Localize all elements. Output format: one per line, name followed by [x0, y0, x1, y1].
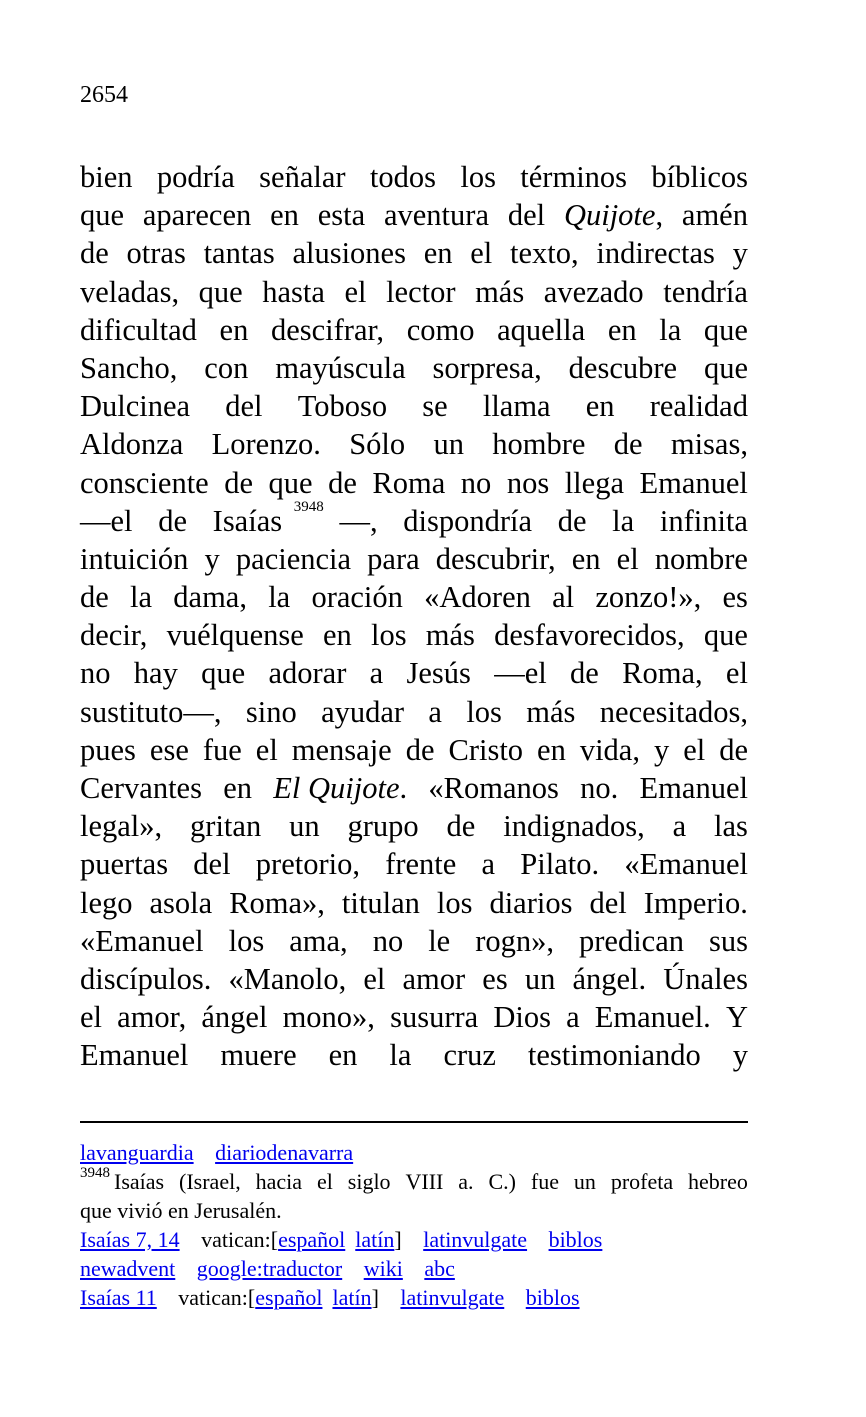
word: frente	[385, 847, 457, 882]
word: bíblicos	[651, 160, 748, 194]
word: y	[653, 732, 670, 767]
word: necesitados,	[599, 694, 748, 729]
word: oración	[311, 580, 403, 615]
word: diarios	[489, 885, 573, 920]
word: la	[268, 580, 291, 615]
word: paciencia	[235, 541, 352, 576]
word: «Emanuel	[624, 847, 748, 882]
word: Cervantes	[80, 771, 202, 805]
word: dama,	[173, 580, 247, 615]
link-vatican-espanol[interactable]: español	[278, 1227, 346, 1252]
word: Toboso	[297, 389, 388, 424]
footnote-word: un	[573, 1169, 596, 1194]
body-line	[80, 425, 748, 463]
word: zonzo!»,	[595, 580, 702, 615]
footnote-word: (Israel,	[179, 1169, 241, 1194]
body-line	[80, 884, 748, 922]
link-newadvent[interactable]: newadvent	[80, 1256, 176, 1281]
word: aparecen	[142, 198, 252, 233]
word: el	[344, 274, 367, 309]
word: descifrar,	[270, 312, 385, 347]
word: gritan	[190, 809, 262, 844]
word: los	[466, 694, 502, 729]
word: amén	[681, 198, 748, 233]
word: Emanuel	[639, 465, 748, 500]
word: esta	[317, 198, 366, 233]
word: le	[428, 923, 451, 958]
word: titulan	[341, 885, 420, 920]
word: que	[80, 198, 125, 233]
word: como	[406, 312, 475, 347]
word: que	[198, 274, 243, 309]
word: dispondría	[403, 503, 533, 538]
vatican-label: vatican:[	[201, 1227, 279, 1252]
word: nombre	[654, 541, 748, 576]
word: un	[289, 809, 320, 844]
word: los	[460, 160, 496, 194]
word: Y	[725, 1000, 748, 1035]
word: pues	[80, 732, 136, 767]
body-line	[80, 273, 748, 311]
word: llama	[482, 389, 551, 424]
footnote-text-line	[80, 1167, 748, 1196]
word: Sólo	[349, 427, 406, 462]
word: que	[703, 618, 748, 653]
word: ama,	[289, 923, 348, 958]
word: de	[719, 732, 748, 767]
word: tendría	[663, 274, 748, 309]
word: susurra	[390, 1000, 479, 1035]
body-line	[80, 922, 748, 960]
word: a	[481, 847, 496, 882]
word: mono»,	[282, 1000, 375, 1035]
word: legal»,	[80, 809, 163, 844]
word: a	[369, 656, 384, 691]
word: indirectas	[596, 236, 715, 271]
word: «Romanos	[428, 771, 559, 805]
word: «Emanuel	[80, 923, 204, 958]
word: de	[405, 732, 435, 767]
link-abc[interactable]: abc	[424, 1256, 455, 1281]
word: cruz	[443, 1038, 496, 1073]
word: a	[428, 694, 442, 729]
word: el	[616, 541, 639, 576]
word: de	[80, 580, 109, 615]
word: la	[659, 312, 682, 347]
word: sus	[709, 923, 748, 958]
word: Dulcinea	[80, 389, 191, 424]
word: a	[566, 1000, 580, 1035]
body-line	[80, 311, 748, 349]
link-latinvulgate[interactable]: latinvulgate	[400, 1285, 505, 1310]
body-line	[80, 1036, 748, 1074]
word: sorpresa,	[432, 350, 542, 385]
word: otras	[126, 236, 186, 271]
word: el	[363, 961, 386, 996]
footnote-word: el	[316, 1169, 333, 1194]
body-line	[80, 769, 748, 807]
footnote-word: C.)	[488, 1169, 516, 1194]
word: que	[268, 465, 313, 500]
link-latinvulgate[interactable]: latinvulgate	[423, 1227, 528, 1252]
body-line	[80, 693, 748, 731]
body-line	[80, 158, 748, 196]
footnote-word: hacia	[255, 1169, 303, 1194]
footnote-word: fue	[530, 1169, 559, 1194]
word: a	[672, 809, 687, 844]
body-line	[80, 960, 748, 998]
footnote-word: Isaías	[114, 1169, 165, 1194]
word: sustituto—,	[80, 694, 222, 729]
word: infinita	[659, 503, 748, 538]
word: puertas	[80, 847, 169, 882]
word: texto,	[509, 236, 579, 271]
word: términos	[520, 160, 628, 194]
word: ángel	[201, 1000, 268, 1035]
body-text	[80, 158, 748, 1075]
word: amor,	[117, 1000, 187, 1035]
vatican-close: ]	[394, 1227, 402, 1252]
link-isaias-11[interactable]: Isaías 11	[80, 1285, 157, 1310]
word: Isaías	[212, 503, 283, 538]
body-line	[80, 998, 748, 1036]
vatican-close: ]	[371, 1285, 379, 1310]
word: en	[423, 236, 453, 271]
word: el	[470, 236, 493, 271]
word: consciente	[80, 465, 209, 500]
link-diariodenavarra[interactable]: diariodenavarra	[215, 1140, 354, 1165]
word: en	[322, 618, 352, 653]
link-google-traductor[interactable]: google:traductor	[196, 1256, 343, 1281]
word: aventura	[383, 198, 489, 233]
word: vida,	[579, 732, 640, 767]
page-number: 2654	[80, 82, 128, 108]
word: Emanuel.	[594, 1000, 711, 1035]
word: podría	[156, 160, 235, 194]
footnote-word: hebreo	[688, 1169, 748, 1194]
word: Pilato.	[520, 847, 600, 882]
word: el	[683, 732, 706, 767]
word: dificultad	[80, 312, 197, 347]
word: más	[526, 694, 576, 729]
word: Imperio.	[643, 885, 748, 920]
word: de	[158, 503, 187, 538]
word: el	[255, 732, 278, 767]
word: bien	[80, 160, 133, 194]
footnotes	[80, 1138, 748, 1312]
body-line	[80, 196, 748, 234]
word: hay	[133, 656, 178, 691]
word: misas,	[670, 427, 748, 462]
link-lavanguardia[interactable]: lavanguardia	[80, 1140, 194, 1165]
word: de	[224, 465, 254, 500]
word: del	[193, 847, 231, 882]
word: adorar	[268, 656, 347, 691]
word: en	[223, 771, 253, 805]
word: el	[80, 1000, 103, 1035]
word: en	[219, 312, 249, 347]
word: vuélquense	[166, 618, 304, 653]
word: la	[612, 503, 635, 538]
word: El Quijote.	[273, 771, 408, 805]
word: descubre	[568, 350, 678, 385]
word: para	[367, 541, 420, 576]
word: de	[328, 465, 357, 500]
body-line	[80, 498, 748, 540]
word: Sancho,	[80, 350, 178, 385]
word: más	[425, 618, 475, 653]
footnote-reference: 3948	[293, 498, 324, 515]
footnote-word: siglo	[347, 1169, 391, 1194]
word: la	[389, 1038, 412, 1073]
body-line	[80, 731, 748, 769]
word: avezado	[543, 274, 644, 309]
word: llega	[564, 465, 624, 500]
word: hasta	[262, 274, 325, 309]
body-line	[80, 464, 748, 502]
top-links-row	[80, 1138, 748, 1167]
word: nos	[506, 465, 550, 500]
word: «Manolo,	[228, 961, 347, 996]
word: pretorio,	[255, 847, 360, 882]
word: Aldonza	[80, 427, 184, 462]
word: de	[557, 503, 587, 538]
word: lector	[386, 274, 456, 309]
word: y	[732, 1038, 748, 1073]
word: lego	[80, 885, 133, 920]
word: discípulos.	[80, 961, 212, 996]
word: los	[228, 923, 265, 958]
link-vatican-espanol[interactable]: español	[255, 1285, 323, 1310]
word: decir,	[80, 618, 148, 653]
word: en	[607, 312, 637, 347]
word: desfavorecidos,	[494, 618, 685, 653]
word: que	[703, 350, 748, 385]
word: ese	[149, 732, 189, 767]
word: asola	[149, 885, 213, 920]
body-line	[80, 349, 748, 387]
word: de	[613, 427, 643, 462]
word: Roma	[372, 465, 446, 500]
word: de	[446, 809, 476, 844]
word: del	[507, 198, 546, 233]
word: no	[372, 923, 404, 958]
body-line	[80, 387, 748, 425]
word: en	[585, 389, 615, 424]
word: los	[436, 885, 473, 920]
word: ayudar	[321, 694, 405, 729]
word: un	[433, 427, 464, 462]
link-isaias-7-14[interactable]: Isaías 7, 14	[80, 1227, 180, 1252]
word: el	[725, 656, 748, 691]
reference-row-isaias-11	[80, 1283, 748, 1312]
word: Cristo	[448, 732, 524, 767]
word: tantas	[203, 236, 275, 271]
word: y	[732, 236, 748, 271]
word: todos	[369, 160, 436, 194]
word: Únales	[663, 961, 748, 996]
word: del	[225, 389, 263, 424]
word: que	[201, 656, 246, 691]
word: mayúscula	[275, 350, 406, 385]
word: —,	[339, 503, 378, 538]
word: predican	[579, 923, 684, 958]
footnote-word: profeta	[610, 1169, 674, 1194]
word: de	[570, 656, 599, 691]
word: no	[460, 465, 492, 500]
word: indignados,	[503, 809, 645, 844]
word: fue	[202, 732, 242, 767]
reference-row-extra	[80, 1254, 748, 1283]
reference-row-isaias-7	[80, 1225, 748, 1254]
word: hombre	[492, 427, 586, 462]
word: en	[328, 1038, 358, 1073]
link-vatican-latin[interactable]: latín	[332, 1285, 372, 1310]
word: Lorenzo.	[211, 427, 321, 462]
body-line	[80, 234, 748, 272]
word: los	[370, 618, 407, 653]
word: se	[422, 389, 448, 424]
word: muere	[220, 1038, 297, 1073]
word: realidad	[649, 389, 748, 424]
word: un	[524, 961, 556, 996]
footnote-separator	[80, 1121, 748, 1123]
footnote-number: 3948	[80, 1165, 110, 1181]
word: Jesús	[406, 656, 471, 691]
word: del	[589, 885, 627, 920]
word: rogn»,	[475, 923, 554, 958]
word: —el	[80, 503, 133, 538]
link-biblos[interactable]: biblos	[525, 1285, 580, 1310]
link-biblos[interactable]: biblos	[548, 1227, 603, 1252]
word: más	[475, 274, 525, 309]
footnote-text-line-2: que vivió en Jerusalén.	[80, 1198, 282, 1223]
word: Quijote,	[563, 198, 664, 233]
body-line	[80, 654, 748, 692]
word: Roma»,	[229, 885, 325, 920]
word: en	[571, 541, 601, 576]
word: aquella	[497, 312, 586, 347]
word: intuición	[80, 541, 189, 576]
body-line	[80, 845, 748, 883]
footnote-word: a.	[458, 1169, 474, 1194]
word: no.	[580, 771, 619, 805]
word: Emanuel	[639, 771, 748, 805]
word: en	[537, 732, 566, 767]
body-line	[80, 578, 748, 616]
word: las	[714, 809, 748, 844]
word: Roma,	[622, 656, 703, 691]
word: es	[722, 580, 748, 615]
word: Emanuel	[80, 1038, 189, 1073]
word: —el	[494, 656, 547, 691]
word: veladas,	[80, 274, 180, 309]
word: al	[552, 580, 575, 615]
word: y	[204, 541, 220, 576]
vatican-label: vatican:[	[178, 1285, 256, 1310]
word: alusiones	[292, 236, 406, 271]
footnote-word: VIII	[405, 1169, 444, 1194]
word: no	[80, 656, 111, 691]
body-line	[80, 540, 748, 578]
word: Dios	[493, 1000, 551, 1035]
body-line	[80, 807, 748, 845]
word: mensaje	[291, 732, 392, 767]
word: en	[270, 198, 299, 233]
word: grupo	[347, 809, 419, 844]
word: ángel.	[572, 961, 647, 996]
link-wiki[interactable]: wiki	[363, 1256, 403, 1281]
word: descubrir,	[435, 541, 556, 576]
word: con	[204, 350, 249, 385]
word: señalar	[259, 160, 346, 194]
word: testimoniando	[527, 1038, 701, 1073]
word: es	[482, 961, 508, 996]
word: la	[130, 580, 153, 615]
link-vatican-latin[interactable]: latín	[355, 1227, 395, 1252]
word: de	[80, 236, 109, 271]
word: amor	[402, 961, 466, 996]
body-line	[80, 616, 748, 654]
word: «Adoren	[424, 580, 531, 615]
word: que	[703, 312, 748, 347]
word: sino	[245, 694, 297, 729]
